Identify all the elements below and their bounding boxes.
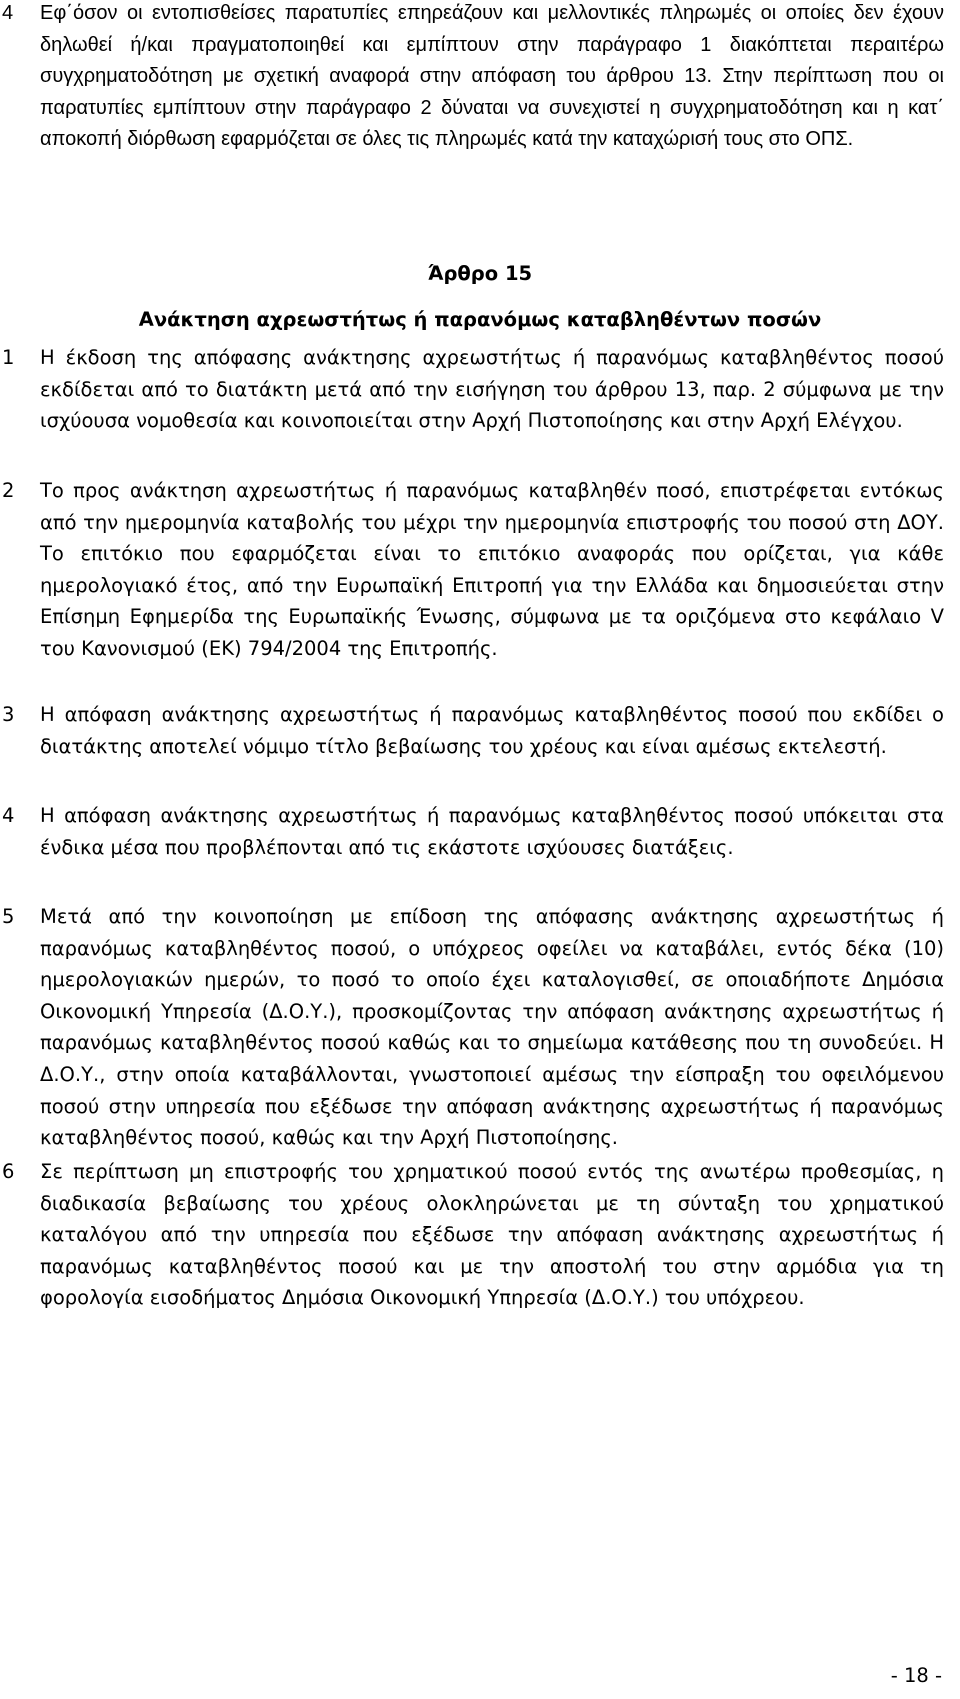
article-subtitle: Ανάκτηση αχρεωστήτως ή παρανόμως καταβληθέντων ποσών <box>138 308 822 331</box>
paragraph-number: 1 <box>2 346 15 369</box>
article-paragraph-6 <box>0 1156 952 1314</box>
paragraph-text: Σε περίπτωση μη επιστροφής του χρηματικού ποσού εντός της ανωτέρω προθεσμίας, η διαδικασία βεβαίωσης του χρέους ολοκληρώνεται με τη σύνταξη του χρηματικού καταλόγου από την υπηρεσία που εξέδωσε την απόφαση ανάκτησης αχρεωστήτως ή παρανόμως καταβληθέντος ποσού και με την αποστολή του στην αρμόδια για τη φορολογία εισοδήματος Δημόσια Οικονομική Υπηρεσία (Δ.Ο.Υ.) του υπόχρεου. <box>40 1160 944 1310</box>
paragraph-text: Εφ΄όσον οι εντοπισθείσες παρατυπίες επηρεάζουν και μελλοντικές πληρωμές οι οποίες δεν έχουν δηλωθεί ή/και πραγματοποιηθεί και εμπίπτουν στην παράγραφο 1 διακόπτεται περαιτέρω συγχρηματοδότηση με σχετική αναφορά στην απόφαση του άρθρου 13. Στην περίπτωση που οι παρατυπίες εμπίπτουν στην παράγραφο 2 δύναται να συνεχιστεί η συγχρηματοδότηση και η κατ΄ αποκοπή διόρθωση εφαρμόζεται σε όλες τις πληρωμές κατά την καταχώρισή τους στο ΟΠΣ. <box>40 2 944 151</box>
paragraph-text: Το προς ανάκτηση αχρεωστήτως ή παρανόμως καταβληθέν ποσό, επιστρέφεται εντόκως από την ημερομηνία καταβολής του μέχρι την ημερομηνία επιστροφής του ποσού στη ΔΟΥ. Το επιτόκιο που εφαρμόζεται είναι το επιτόκιο αναφοράς που ορίζεται, για κάθε ημερολογιακό έτος, από την Ευρωπαϊκή Επιτροπή για την Ελλάδα και δημοσιεύεται στην Επίσημη Εφημερίδα της Ευρωπαϊκής Ένωσης, σύμφωνα με τα οριζόμενα στο κεφάλαιο V του Κανονισμού (ΕΚ) 794/2004 της Επιτροπής. <box>40 479 944 660</box>
paragraph-number: 4 <box>2 2 14 24</box>
article-paragraph-5 <box>0 901 952 1154</box>
paragraph-text: Η έκδοση της απόφασης ανάκτησης αχρεωστήτως ή παρανόμως καταβληθέντος ποσού εκδίδεται από το διατάκτη μετά από την εισήγηση του άρθρου 13, παρ. 2 σύμφωνα με την ισχύουσα νομοθεσία και κοινοποιείται στην Αρχή Πιστοποίησης και στην Αρχή Ελέγχου. <box>40 346 944 433</box>
article-paragraph-1 <box>0 342 952 437</box>
paragraph-text: Μετά από την κοινοποίηση με επίδοση της απόφασης ανάκτησης αχρεωστήτως ή παρανόμως καταβληθέντος ποσού, ο υπόχρεος οφείλει να καταβάλει, εντός δέκα (10) ημερολογιακών ημερών, το ποσό το οποίο έχει καταλογισθεί, σε οποιαδήποτε Δημόσια Οικονομική Υπηρεσία (Δ.Ο.Υ.), προσκομίζοντας την απόφαση ανάκτησης αχρεωστήτως ή παρανόμως καταβληθέντος ποσού καθώς και το σημείωμα κατάθεσης που τη συνοδεύει. Η Δ.Ο.Υ., στην οποία καταβάλλονται, γνωστοποιεί αμέσως την είσπραξη του οφειλόμενου ποσού στην υπηρεσία που εξέδωσε την απόφαση ανάκτησης αχρεωστήτως ή παρανόμως καταβληθέντος ποσού, καθώς και την Αρχή Πιστοποίησης. <box>40 905 944 1150</box>
paragraph-number: 6 <box>2 1160 15 1183</box>
paragraph-number: 5 <box>2 905 15 928</box>
article-paragraph-2 <box>0 475 952 665</box>
paragraph-number: 2 <box>2 479 15 502</box>
article-paragraph-4 <box>0 800 952 863</box>
paragraph-4-continued <box>0 0 952 156</box>
page-number: - 18 - <box>890 1664 942 1687</box>
article-title: Άρθρο 15 <box>427 262 533 285</box>
article-paragraph-3 <box>0 699 952 762</box>
paragraph-number: 3 <box>2 703 15 726</box>
paragraph-text: Η απόφαση ανάκτησης αχρεωστήτως ή παρανόμως καταβληθέντος ποσού υπόκειται στα ένδικα μέσα που προβλέπονται από τις εκάστοτε ισχύουσες διατάξεις. <box>40 804 944 859</box>
paragraph-number: 4 <box>2 804 15 827</box>
paragraph-text: Η απόφαση ανάκτησης αχρεωστήτως ή παρανόμως καταβληθέντος ποσού που εκδίδει ο διατάκτης αποτελεί νόμιμο τίτλο βεβαίωσης του χρέους και είναι αμέσως εκτελεστή. <box>40 703 944 758</box>
